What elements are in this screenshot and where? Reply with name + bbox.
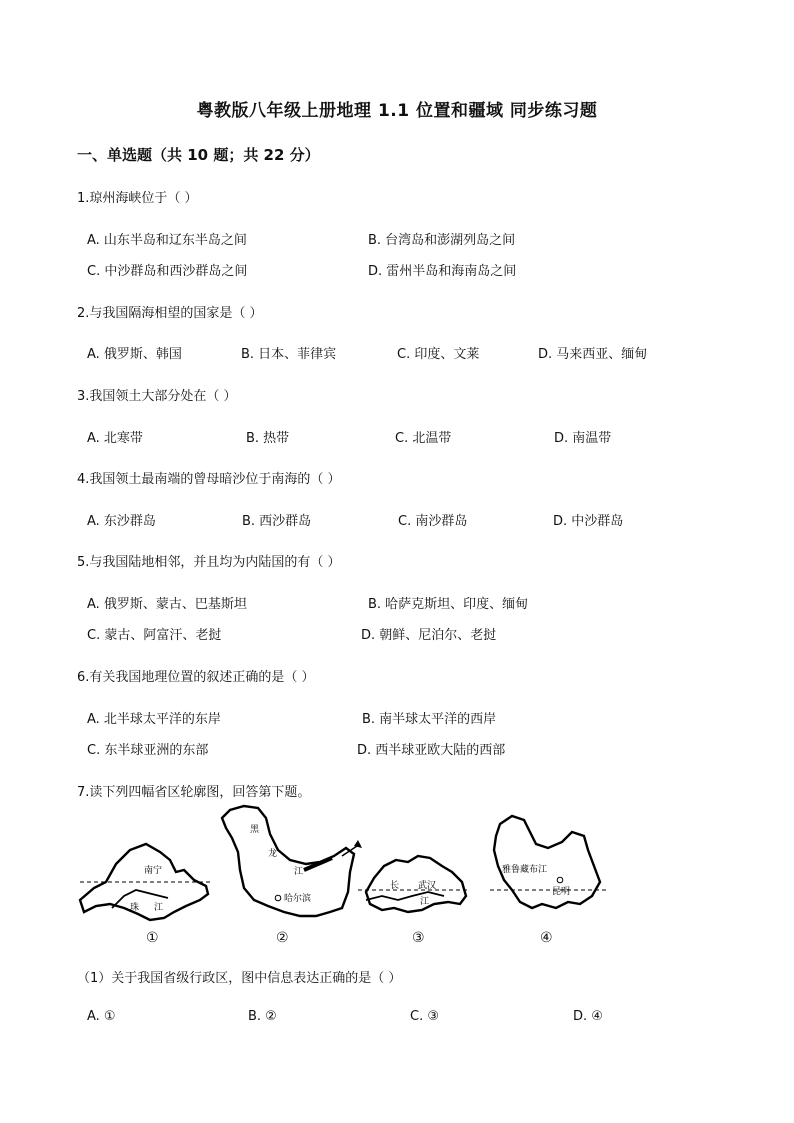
question-7-stem: 7.读下列四幅省区轮廓图，回答第下题。 — [77, 785, 311, 800]
question-4-stem: 4.我国领土最南端的曾母暗沙位于南海的（ ） — [77, 472, 341, 487]
question-1-option-c[interactable]: C. 中沙群岛和西沙群岛之间 — [87, 264, 248, 279]
map-4-label-kunming: 昆明 — [552, 887, 571, 897]
map-number-1: ① — [146, 930, 159, 946]
question-6-option-b[interactable]: B. 南半球太平洋的西岸 — [362, 712, 497, 727]
page-title: 粤教版八年级上册地理 1.1 位置和疆域 同步练习题 — [196, 101, 598, 121]
map-1-label-zhu: 珠 — [130, 903, 140, 913]
map-3-label-chang: 长 — [390, 881, 400, 891]
map-2-label-harbin: 哈尔滨 — [284, 894, 312, 904]
province-map-3 — [358, 856, 470, 912]
map-1-label-nanning: 南宁 — [144, 866, 163, 876]
map-number-2: ② — [276, 930, 289, 946]
sub-question-1-option-d[interactable]: D. ④ — [573, 1009, 603, 1024]
question-3-option-a[interactable]: A. 北寒带 — [87, 431, 143, 446]
sub-question-1-option-b[interactable]: B. ② — [248, 1009, 277, 1024]
map-2-label-jiang: 江 — [294, 867, 304, 877]
question-2-option-d[interactable]: D. 马来西亚、缅甸 — [538, 347, 648, 362]
question-3-option-d[interactable]: D. 南温带 — [554, 431, 612, 446]
question-5-option-b[interactable]: B. 哈萨克斯坦、印度、缅甸 — [368, 597, 529, 612]
question-3-stem: 3.我国领土大部分处在（ ） — [77, 389, 237, 404]
map-4-label-yarlung-tsangpo: 雅鲁藏布江 — [502, 865, 548, 875]
map-number-3: ③ — [412, 930, 425, 946]
question-2-option-c[interactable]: C. 印度、文莱 — [397, 347, 480, 362]
question-4-option-b[interactable]: B. 西沙群岛 — [242, 514, 312, 529]
question-2-stem: 2.与我国隔海相望的国家是（ ） — [77, 306, 263, 321]
question-1-stem: 1.琼州海峡位于（ ） — [77, 191, 198, 206]
map-3-label-jiang: 江 — [420, 897, 430, 907]
question-6-option-a[interactable]: A. 北半球太平洋的东岸 — [87, 712, 221, 727]
map-2-label-hei: 黑 — [250, 825, 260, 835]
province-map-2 — [222, 806, 362, 916]
question-6-stem: 6.有关我国地理位置的叙述正确的是（ ） — [77, 670, 315, 685]
question-5-option-a[interactable]: A. 俄罗斯、蒙古、巴基斯坦 — [87, 597, 247, 612]
map-number-4: ④ — [540, 930, 553, 946]
province-map-4 — [490, 816, 606, 908]
question-2-option-b[interactable]: B. 日本、菲律宾 — [241, 347, 337, 362]
question-4-option-c[interactable]: C. 南沙群岛 — [398, 514, 468, 529]
map-1-label-jiang: 江 — [154, 903, 164, 913]
question-6-option-d[interactable]: D. 西半球亚欧大陆的西部 — [357, 743, 506, 758]
question-3-option-c[interactable]: C. 北温带 — [395, 431, 452, 446]
question-5-option-c[interactable]: C. 蒙古、阿富汗、老挝 — [87, 628, 222, 643]
sub-question-1-option-a[interactable]: A. ① — [87, 1009, 116, 1024]
sub-question-1-stem: （1）关于我国省级行政区，图中信息表达正确的是（ ） — [77, 971, 402, 986]
question-5-option-d[interactable]: D. 朝鲜、尼泊尔、老挝 — [361, 628, 497, 643]
question-6-option-c[interactable]: C. 东半球亚洲的东部 — [87, 743, 209, 758]
sub-question-1-option-c[interactable]: C. ③ — [410, 1009, 439, 1024]
question-2-option-a[interactable]: A. 俄罗斯、韩国 — [87, 347, 182, 362]
map-2-label-long: 龙 — [268, 849, 278, 859]
question-4-option-d[interactable]: D. 中沙群岛 — [553, 514, 624, 529]
question-3-option-b[interactable]: B. 热带 — [246, 431, 290, 446]
question-1-option-a[interactable]: A. 山东半岛和辽东半岛之间 — [87, 233, 247, 248]
section-heading: 一、单选题（共 10 题；共 22 分） — [77, 146, 320, 164]
question-1-option-b[interactable]: B. 台湾岛和澎湖列岛之间 — [368, 233, 516, 248]
province-map-1 — [80, 844, 212, 920]
question-1-option-d[interactable]: D. 雷州半岛和海南岛之间 — [368, 264, 517, 279]
question-5-stem: 5.与我国陆地相邻，并且均为内陆国的有（ ） — [77, 555, 341, 570]
map-3-label-wuhan: 武汉 — [418, 881, 437, 891]
question-4-option-a[interactable]: A. 东沙群岛 — [87, 514, 156, 529]
